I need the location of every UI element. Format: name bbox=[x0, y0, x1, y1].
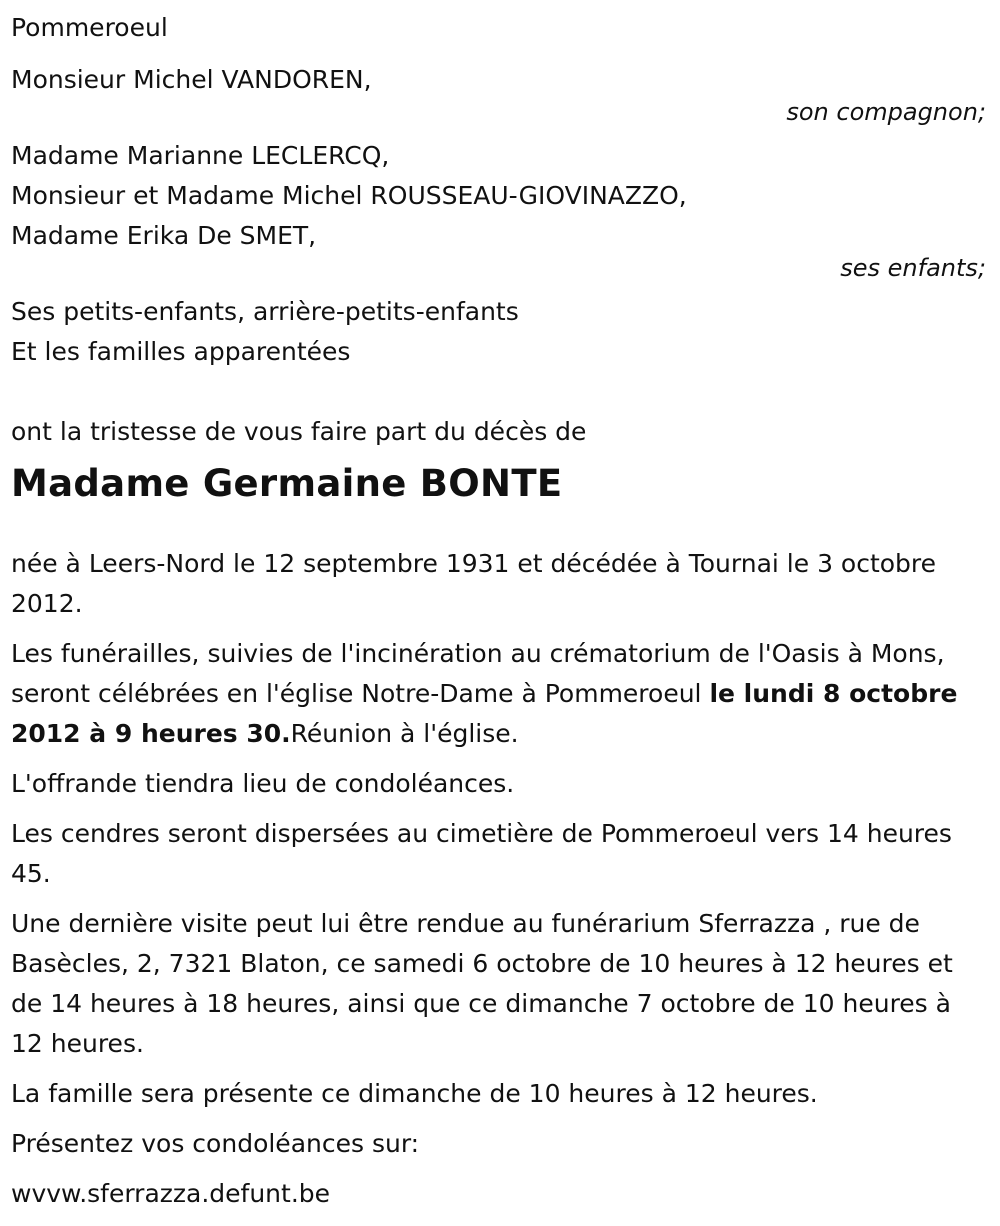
child-name: Monsieur et Madame Michel ROUSSEAU-GIOVINAZZO, bbox=[11, 181, 687, 210]
locality-text: Pommeroeul bbox=[11, 13, 168, 42]
visit-paragraph: Une dernière visite peut lui être rendue au funérarium Sferrazza , rue de Basècles, 2, 7321 Blaton, ce samedi 6 octobre de 10 heures à 12 heures et de 14 heures à 18 heures, ainsi que ce dimanche 7 octobre de 10 heures à 12 heures. bbox=[11, 909, 953, 1058]
website-link[interactable]: wvvw.sferrazza.defunt.be bbox=[11, 1179, 331, 1208]
relatives-line: Et les familles apparentées bbox=[11, 337, 351, 366]
funeral-paragraph bbox=[11, 634, 988, 754]
spacer bbox=[11, 48, 988, 60]
deceased-name: Madame Germaine BONTE bbox=[11, 462, 563, 505]
ashes-paragraph: Les cendres seront dispersées au cimetière de Pommeroeul vers 14 heures 45. bbox=[11, 819, 952, 888]
children-role: ses enfants; bbox=[840, 254, 986, 282]
birth-death-paragraph: née à Leers-Nord le 12 septembre 1931 et décédée à Tournai le 3 octobre 2012. bbox=[11, 549, 937, 618]
condolences-label: Présentez vos condoléances sur: bbox=[11, 1129, 420, 1158]
spacer bbox=[11, 372, 988, 412]
announcement-text: ont la tristesse de vous faire part du décès de bbox=[11, 417, 587, 446]
funeral-meeting-text: Réunion à l'église. bbox=[290, 719, 519, 748]
companion-name: Monsieur Michel VANDOREN, bbox=[11, 65, 372, 94]
funeral-date-time: le lundi 8 octobre 2012 à 9 heures 30. bbox=[11, 679, 958, 748]
family-present-paragraph: La famille sera présente ce dimanche de 10 heures à 12 heures. bbox=[11, 1079, 818, 1108]
child-name: Madame Marianne LECLERCQ, bbox=[11, 141, 390, 170]
child-name: Madame Erika De SMET, bbox=[11, 221, 317, 250]
companion-role: son compagnon; bbox=[786, 98, 986, 126]
offering-paragraph: L'offrande tiendra lieu de condoléances. bbox=[11, 769, 515, 798]
funeral-text: Les funérailles, suivies de l'incinération au crématorium de l'Oasis à Mons, seront célébrées en l'église Notre-Dame à Pommeroeul bbox=[11, 639, 945, 708]
grandchildren-line: Ses petits-enfants, arrière-petits-enfants bbox=[11, 297, 519, 326]
